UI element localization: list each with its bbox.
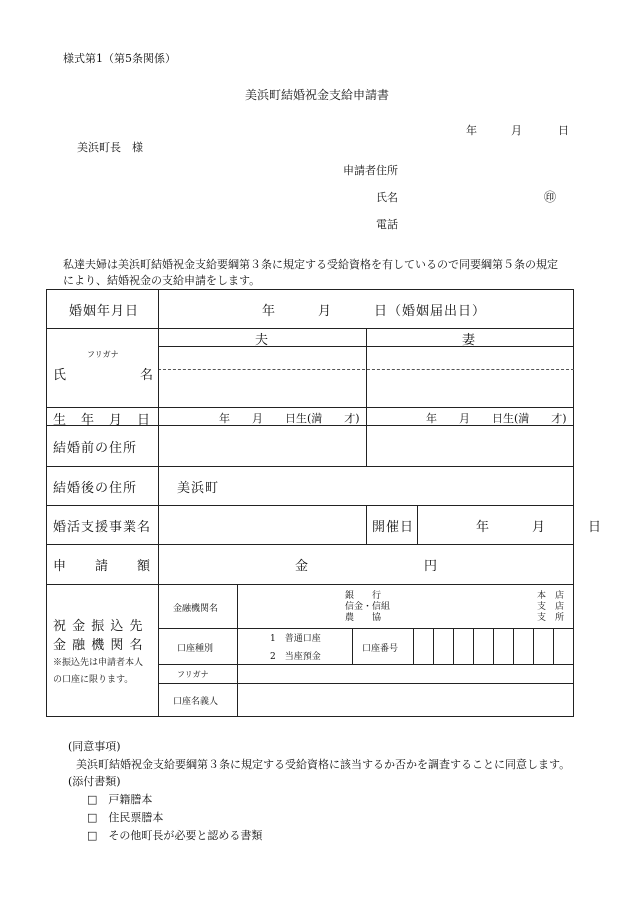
page-title: 美浜町結婚祝金支給申請書 (245, 88, 390, 102)
bank-type-shinkin: 信金・信組 (345, 602, 391, 612)
pre-address-label: 結婚前の住所 (53, 441, 138, 456)
account-type-1: 1 普通口座 (270, 634, 321, 644)
name-furigana-label: フリガナ (87, 350, 119, 359)
amount-label: 申 請 額 (53, 559, 152, 574)
attachment-item: □ その他町長が必要と認める書類 (87, 829, 263, 842)
applicant-address-label: 申請者住所 (343, 164, 398, 177)
bank-note-1: ※振込先は申請者本人 (53, 658, 144, 668)
attachment-item: □ 住民票謄本 (87, 811, 164, 824)
amount-kin: 金 (295, 559, 310, 574)
wife-header: 妻 (462, 333, 477, 348)
date-day: 日 (558, 124, 569, 137)
date-month: 月 (511, 124, 522, 137)
amount-yen: 円 (424, 559, 439, 574)
name-label-right: 名 (140, 368, 155, 383)
post-address-label: 結婚後の住所 (53, 481, 138, 496)
marriage-date-label: 婚姻年月日 (69, 304, 140, 319)
held-date-value: 年 月 日 (476, 520, 603, 535)
account-number-label: 口座番号 (362, 644, 399, 654)
account-type-label: 口座種別 (177, 644, 214, 654)
intro-line-2: により、結婚祝金の支給申請をします。 (63, 274, 261, 287)
consent-text: 美浜町結婚祝金支給要綱第３条に規定する受給資格に該当するか否かを調査することに同意します。 (76, 758, 571, 771)
account-type-2: 2 当座預金 (270, 652, 321, 662)
application-table (46, 289, 603, 717)
consent-heading: (同意事項) (68, 740, 121, 753)
support-event-label: 婚活支援事業名 (53, 520, 152, 535)
date-year: 年 (466, 124, 477, 137)
form-number: 様式第1（第5条関係） (63, 52, 176, 65)
branch-type-shiten: 支 店 (537, 602, 565, 612)
birth-date-wife: 年 月 日生(満 才) (426, 412, 567, 425)
holder-furigana-label: フリガナ (177, 670, 209, 679)
bank-label-2: 金 融 機 関 名 (53, 638, 144, 653)
post-address-value: 美浜町 (177, 481, 220, 496)
account-holder-label: 口座名義人 (173, 697, 219, 707)
attachment-item: □ 戸籍謄本 (87, 793, 153, 806)
birth-date-label: 生 年 月 日 (53, 413, 152, 428)
branch-type-honten: 本 店 (537, 591, 565, 601)
bank-label-1: 祝 金 振 込 先 (53, 619, 144, 634)
attachments-heading: (添付書類) (68, 775, 121, 788)
birth-date-husband: 年 月 日生(満 才) (219, 412, 360, 425)
intro-line-1: 私達夫婦は美浜町結婚祝金支給要綱第３条に規定する受給資格を有しているので同要綱第５条の規定 (63, 258, 558, 271)
marriage-date-value: 年 月 日（婚姻届出日） (262, 304, 487, 319)
bank-type-nokyo: 農 協 (345, 613, 382, 623)
addressee: 美浜町長 様 (77, 141, 143, 154)
held-date-label: 開催日 (372, 520, 415, 535)
husband-header: 夫 (255, 333, 270, 348)
seal-mark: ㊞ (544, 190, 557, 204)
bank-note-2: の口座に限ります。 (53, 675, 134, 685)
name-label-left: 氏 (53, 368, 68, 383)
applicant-name-label: 氏名 (376, 191, 398, 204)
institution-label: 金融機関名 (173, 604, 219, 614)
applicant-phone-label: 電話 (376, 218, 398, 231)
bank-type-ginko: 銀 行 (345, 591, 382, 601)
branch-type-shisho: 支 所 (537, 613, 565, 623)
